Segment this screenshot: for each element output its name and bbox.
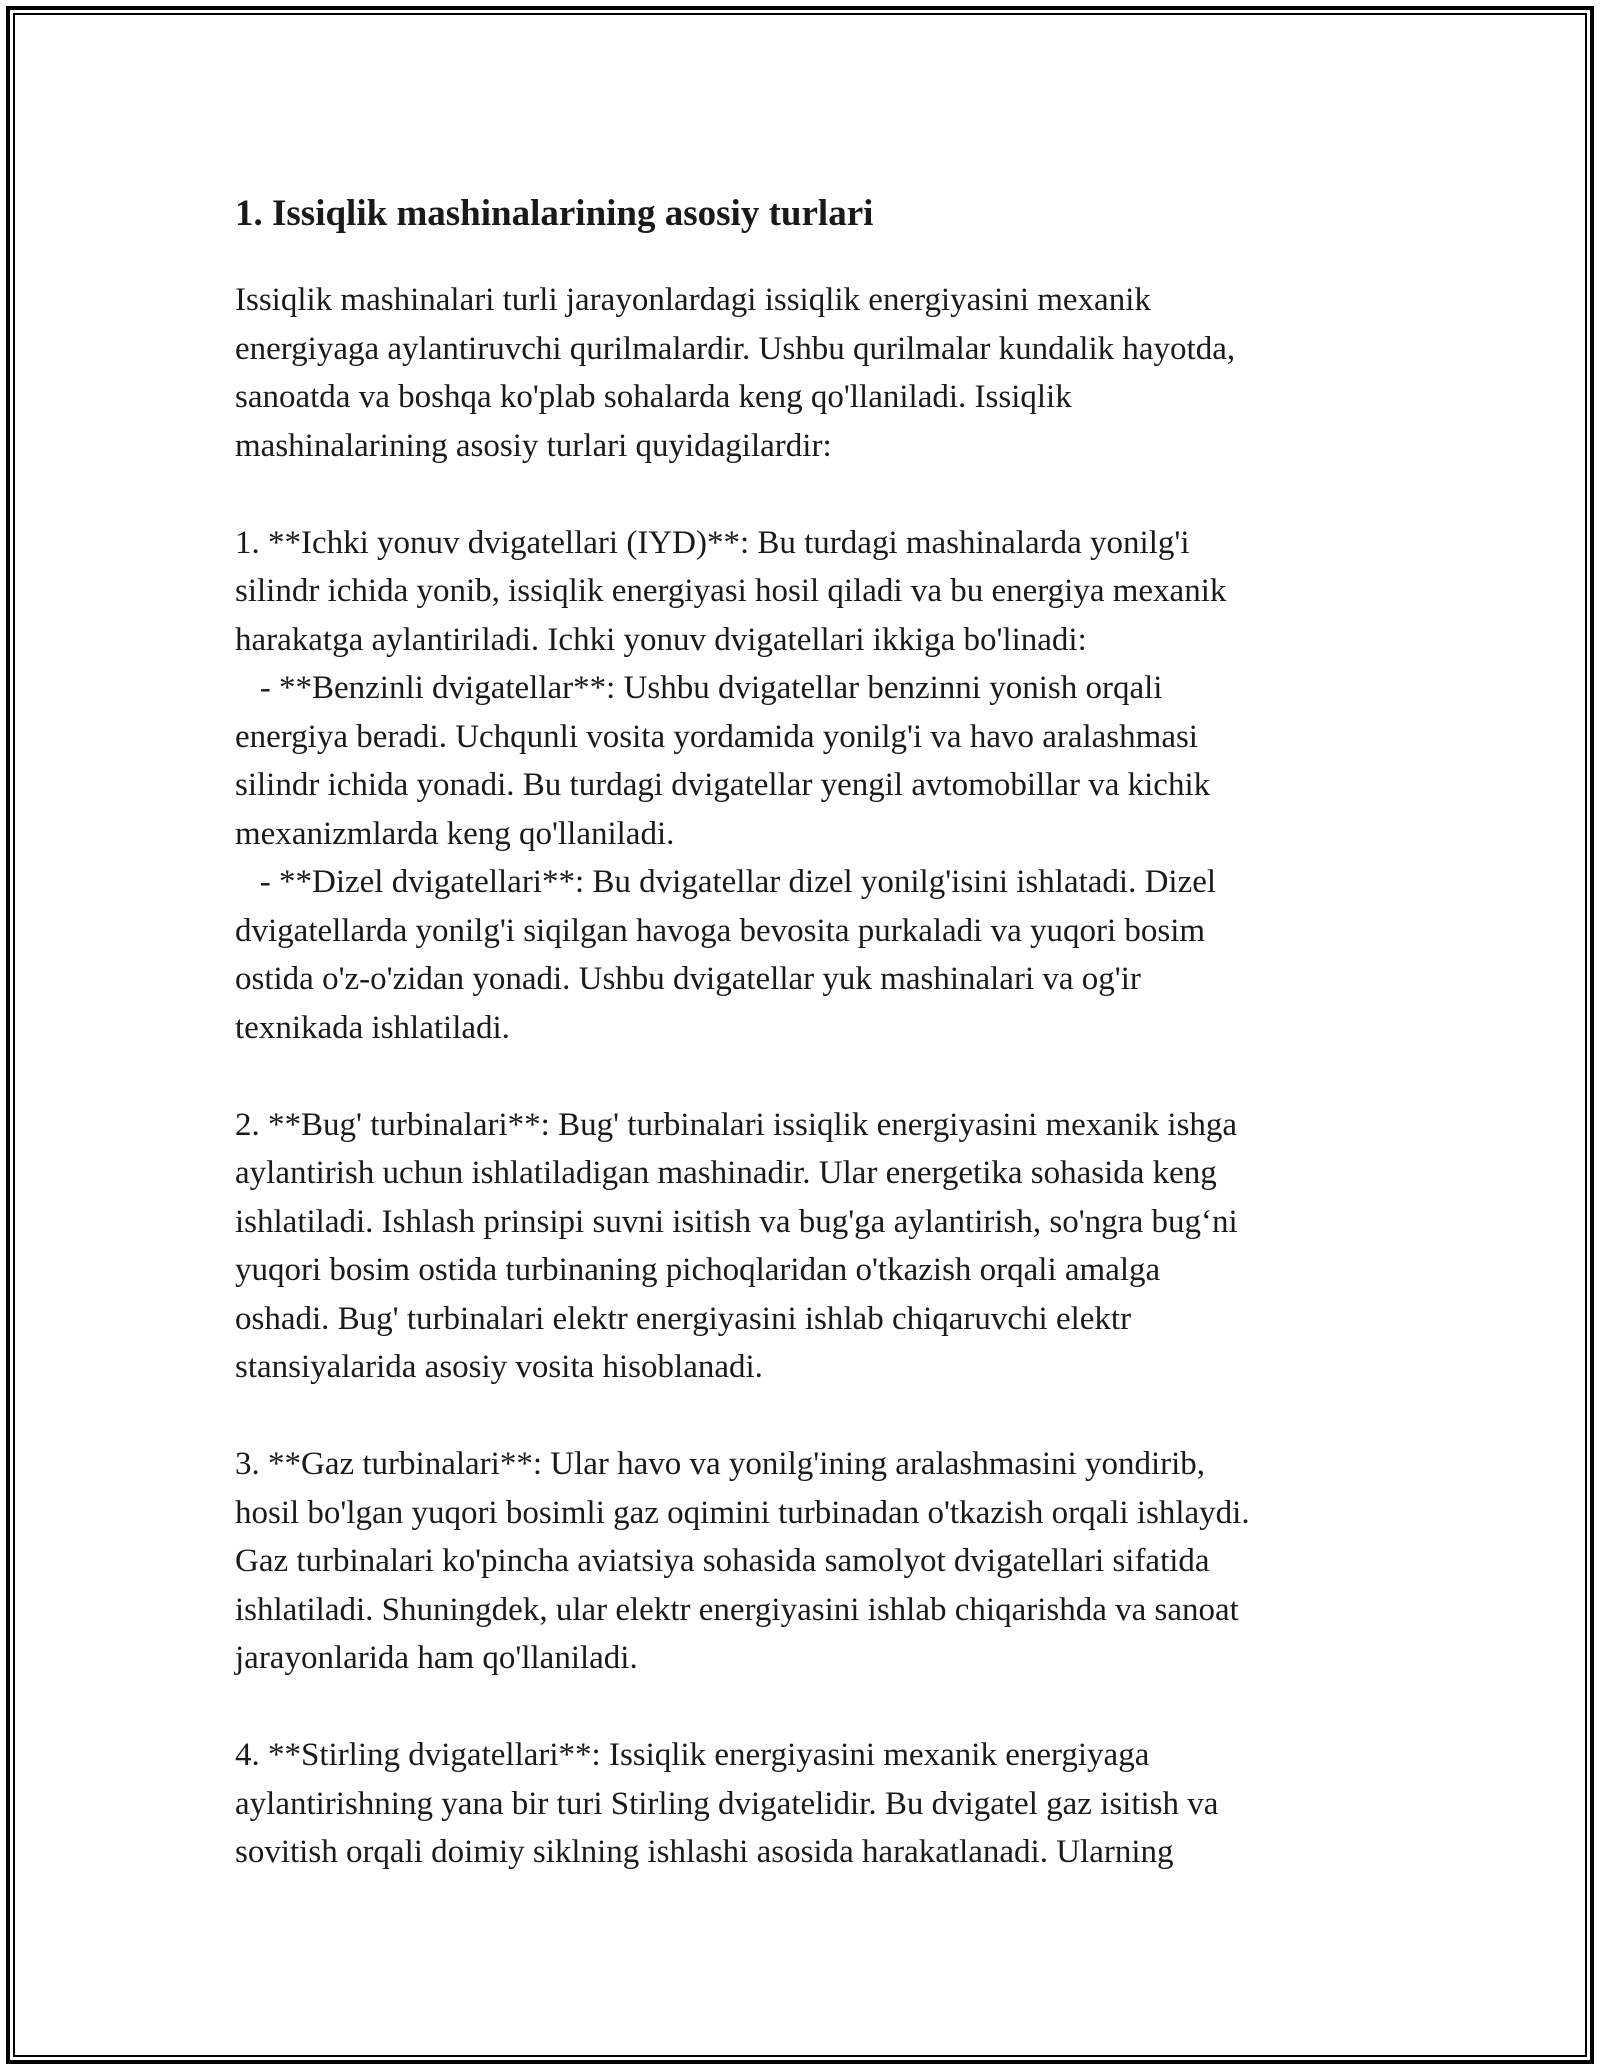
document-body: Issiqlik mashinalari turli jarayonlardagi issiqlik energiyasini mexanik energiyaga aylantiruvchi qurilmalardir. Ushbu qurilmalar kundalik hayotda, sanoatda va boshqa ko'plab sohalarda keng qo'llaniladi. Issiqlik mashinalarining asosiy turlari quyidagilardir: 1. **Ichki yonuv dvigatellari (IYD)**: Bu turdagi mashinalarda yonilg'i silindr ichida yonib, issiqlik energiyasi hosil qiladi va bu energiya mexanik harakatga aylantiriladi. Ichki yonuv dvigatellari ikkiga bo'linadi: - **Benzinli dvigatellar**: Ushbu dvigatellar benzinni yonish orqali energiya beradi. Uchqunli vosita yordamida yonilg'i va havo aralashmasi silindr ichida yonadi. Bu turdagi dvigatellar yengil avtomobillar va kichik mexanizmlarda keng qo'llaniladi. - **Dizel dvigatellari**: Bu dvigatellar dizel yonilg'isini ishlatadi. Dizel dvigatellarda yonilg'i siqilgan havoga bevosita purkaladi va yuqori bosim ostida o'z-o'zidan yonadi. Ushbu dvigatellar yuk mashinalari va og'ir texnikada ishlatiladi. 2. **Bug' turbinalari**: Bug' turbinalari issiqlik energiyasini mexanik ishga aylantirish uchun ishlatiladigan mashinadir. Ular energetika sohasida keng ishlatiladi. Ishlash prinsipi suvni isitish va bug'ga aylantirish, so'ngra bug‘ni yuqori bosim ostida turbinaning pichoqlaridan o'tkazish orqali amalga oshadi. Bug' turbinalari elektr energiyasini ishlab chiqaruvchi elektr stansiyalarida asosiy vosita hisoblanadi. 3. **Gaz turbinalari**: Ular havo va yonilg'ining aralashmasini yondirib, hosil bo'lgan yuqori bosimli gaz oqimini turbinadan o'tkazish orqali ishlaydi. Gaz turbinalari ko'pincha aviatsiya sohasida samolyot dvigatellari sifatida ishlatiladi. Shuningdek, ular elektr energiyasini ishlab chiqarishda va sanoat jarayonlarida ham qo'llaniladi. 4. **Stirling dvigatellari**: Issiqlik energiyasini mexanik energiyaga aylantirishning yana bir turi Stirling dvigatelidir. Bu dvigatel gaz isitish va sovitish orqali doimiy siklning ishlashi asosida harakatlanadi. Ularning [235,282,1250,1870]
document-title: 1. Issiqlik mashinalarining asosiy turlari [235,193,874,234]
document-page [235,186,1375,1877]
